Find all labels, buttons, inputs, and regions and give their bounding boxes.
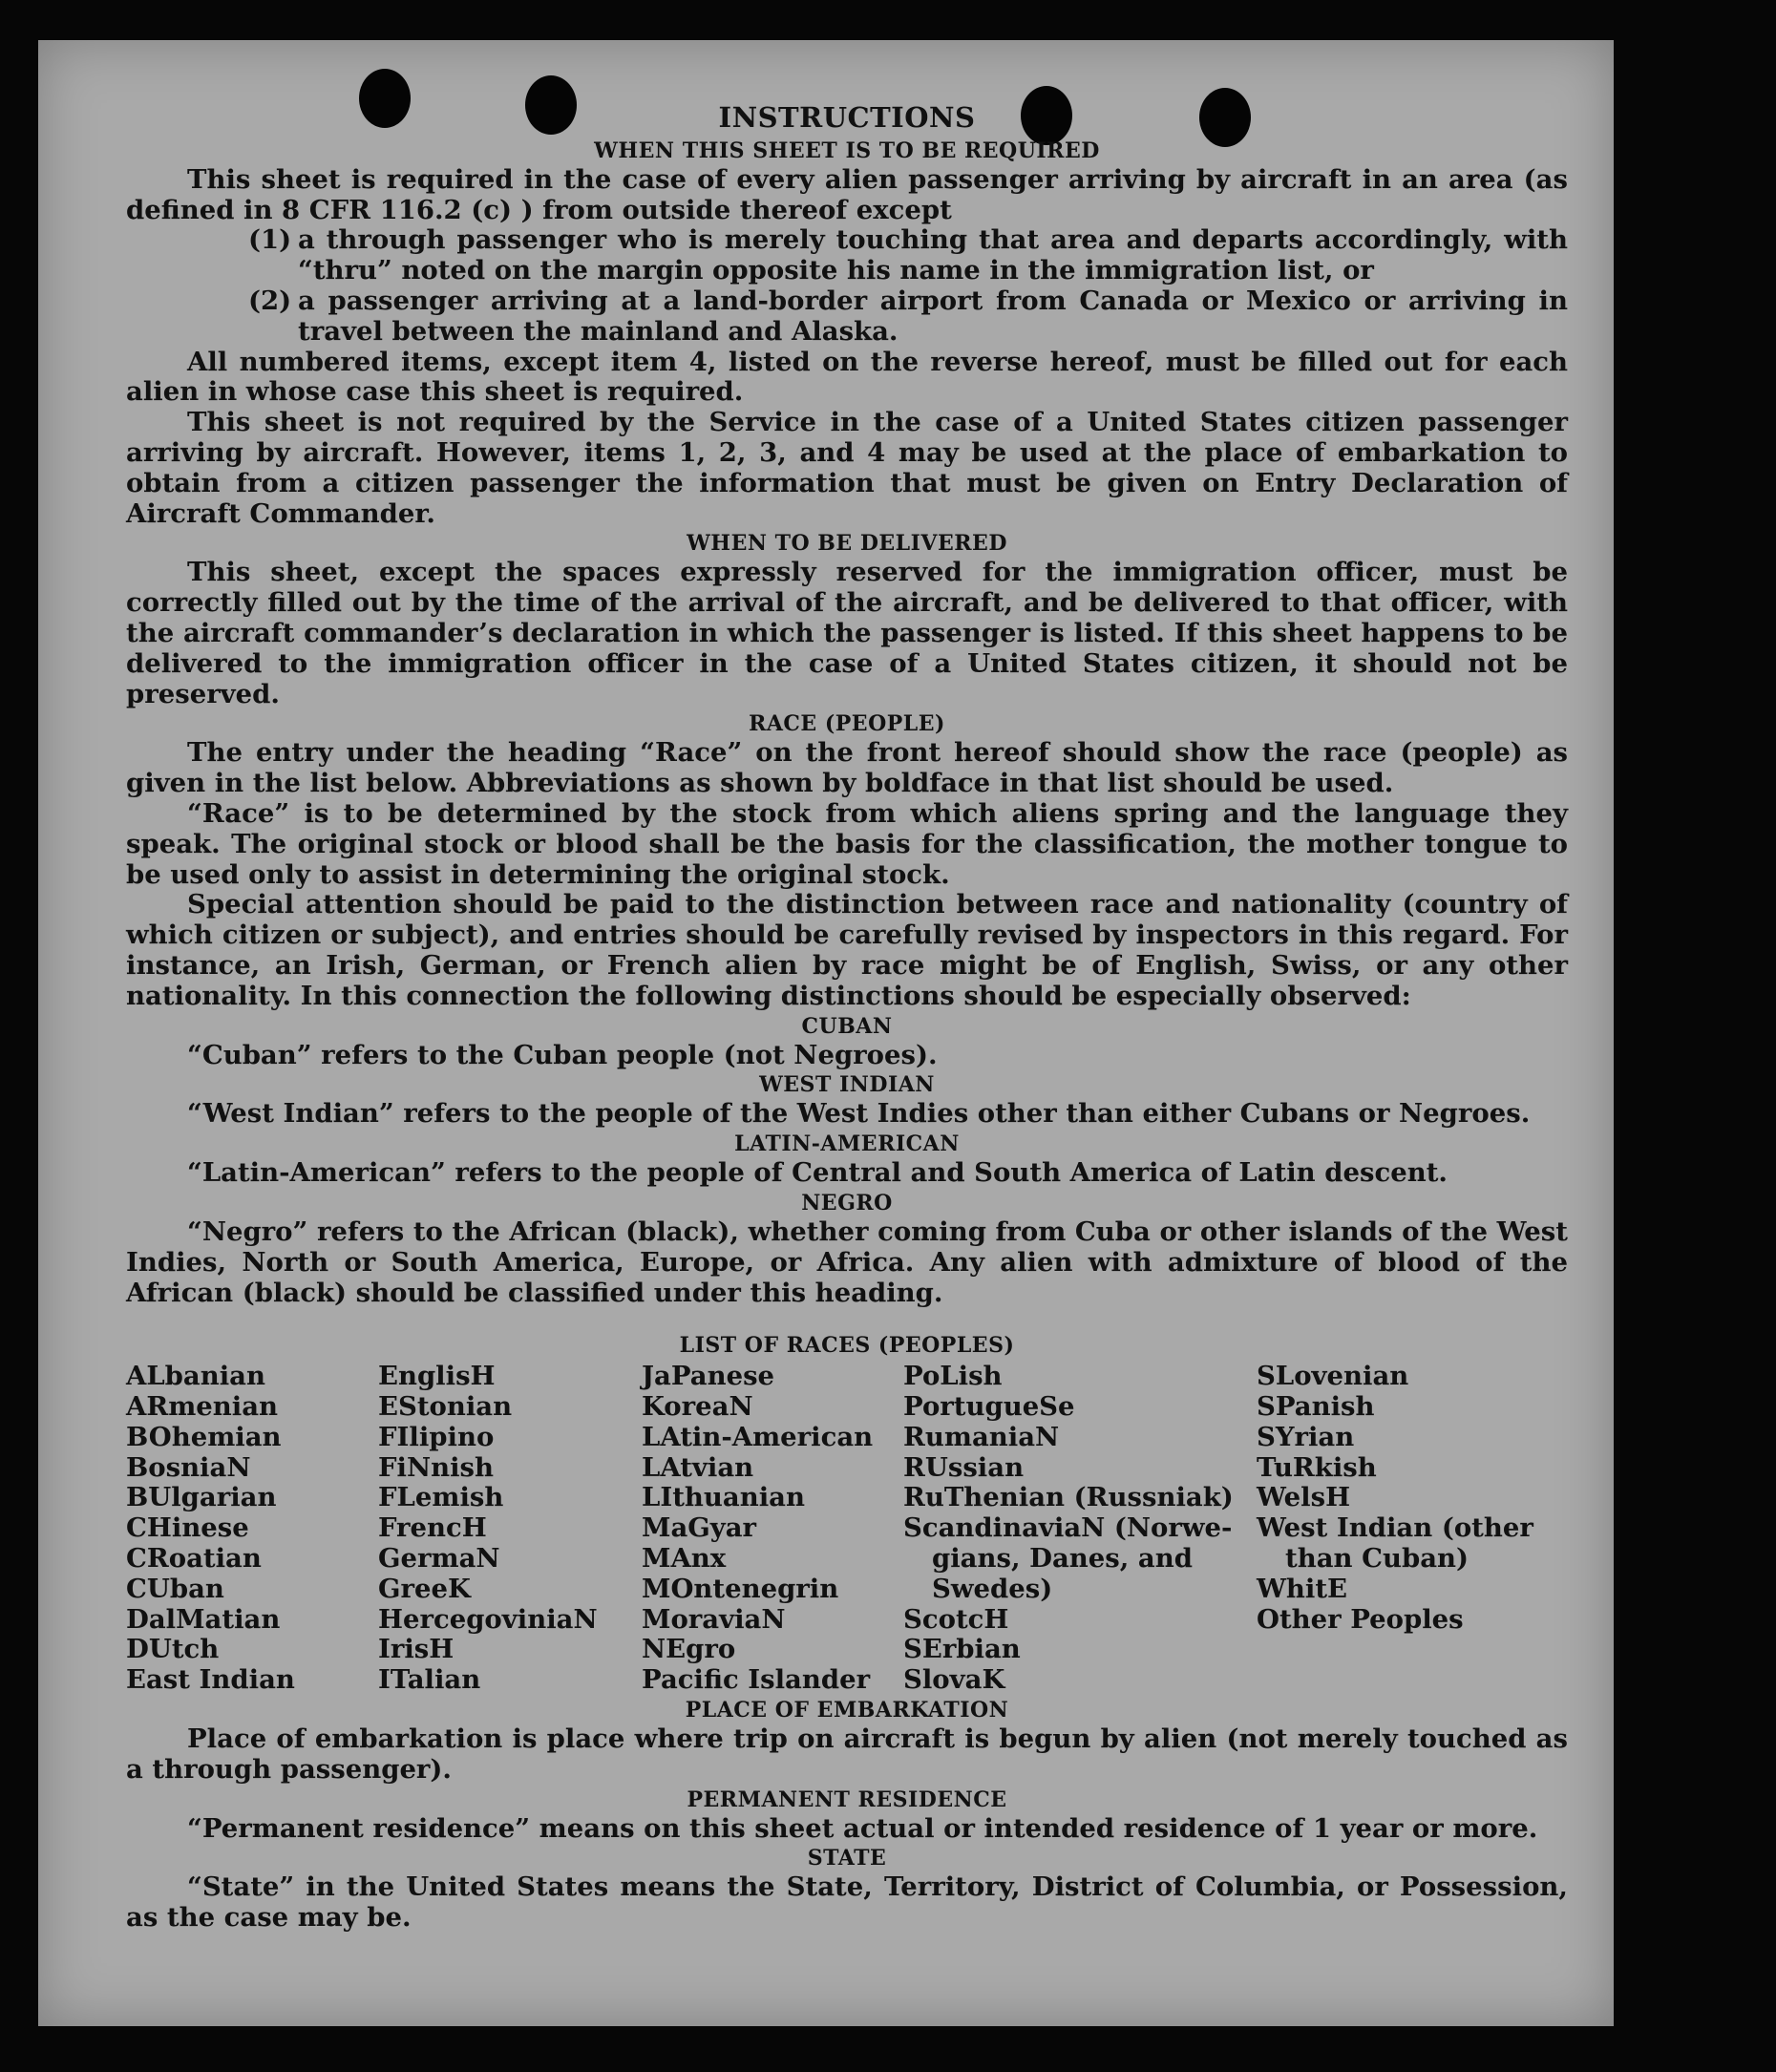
- section-heading-latin-american: LATIN-AMERICAN: [734, 1131, 960, 1157]
- race-entry: IrisH: [378, 1634, 455, 1665]
- race-entry: MaGyar: [642, 1512, 757, 1544]
- race-entry: KoreaN: [642, 1391, 753, 1423]
- race-entry: MAnx: [642, 1543, 727, 1575]
- section-heading-residence: PERMANENT RESIDENCE: [687, 1787, 1007, 1812]
- race-entry: Swedes): [932, 1573, 1053, 1604]
- race-entry: LAtvian: [642, 1451, 754, 1483]
- document-sheet: [38, 40, 1614, 2026]
- race-entry: EStonian: [378, 1391, 513, 1423]
- list-number: (2): [248, 285, 292, 316]
- race-entry: HercegoviniaN: [378, 1603, 598, 1635]
- paragraph: This sheet is required in the case of every alien passenger arriving by aircraft in an area (as defined in 8 CFR 116.2 (c) ) from outside thereof except: [126, 163, 1568, 225]
- section-heading-west-indian: WEST INDIAN: [759, 1072, 935, 1098]
- definition-text: “Cuban” refers to the Cuban people (not Negroes).: [187, 1039, 938, 1070]
- definition-text: “State” in the United States means the State, Territory, District of Columbia, or Possession, as the case may be.: [126, 1871, 1568, 1934]
- list-number: (1): [248, 224, 292, 256]
- race-entry: RUssian: [903, 1451, 1025, 1483]
- race-entry: PortugueSe: [903, 1391, 1075, 1423]
- race-entry: WelsH: [1257, 1482, 1351, 1513]
- race-entry: RumaniaN: [903, 1421, 1060, 1452]
- races-column-5: [1257, 1362, 1543, 1696]
- list-text: a through passenger who is merely touching that area and departs accordingly, with “thru” noted on the margin opposite his name in the immigration list, or: [298, 224, 1568, 286]
- definition-text: “Permanent residence” means on this sheet actual or intended residence of 1 year or more.: [187, 1812, 1538, 1844]
- race-entry: West Indian (other: [1257, 1512, 1533, 1544]
- race-entry: LAtin-American: [642, 1421, 874, 1452]
- section-heading-negro: NEGRO: [801, 1190, 893, 1216]
- instructions-text: [126, 103, 1568, 1934]
- race-entry: Pacific Islander: [642, 1664, 871, 1696]
- definition-text: “West Indian” refers to the people of the West Indies other than either Cubans or Negroes.: [187, 1098, 1531, 1130]
- race-entry: CUban: [126, 1573, 224, 1604]
- race-entry: CRoatian: [126, 1543, 262, 1575]
- race-entry: SLovenian: [1257, 1361, 1409, 1392]
- race-entry: NEgro: [642, 1634, 736, 1665]
- paragraph: All numbered items, except item 4, listed on the reverse hereof, must be filled out for each alien in whose case this sheet is required.: [126, 346, 1568, 408]
- races-column-4: [903, 1362, 1257, 1696]
- race-entry: ALbanian: [126, 1361, 265, 1392]
- paragraph: Special attention should be paid to the distinction between race and nationality (country of which citizen or subject), and entries should be carefully revised by inspectors in this regard. For instance, an Irish, German, or French alien by race might be of English, Swiss, or any other nationality. In this connection the following distinctions should be especially observed:: [126, 889, 1568, 1011]
- race-entry: DalMatian: [126, 1603, 281, 1635]
- race-entry: ScandinaviaN (Norwe-: [903, 1512, 1233, 1544]
- race-entry: ScotcH: [903, 1603, 1009, 1635]
- race-entry: ARmenian: [126, 1391, 279, 1423]
- list-item: [126, 286, 1568, 348]
- race-entry: DUtch: [126, 1634, 220, 1665]
- race-entry: BOhemian: [126, 1421, 282, 1452]
- list-item: [126, 225, 1568, 286]
- section-heading-delivered: WHEN TO BE DELIVERED: [687, 531, 1007, 557]
- race-entry: JaPanese: [642, 1361, 775, 1392]
- race-entry: gians, Danes, and: [932, 1543, 1193, 1575]
- definition-text: “Latin-American” refers to the people of Central and South America of Latin descent.: [187, 1157, 1448, 1189]
- races-column-2: [378, 1362, 642, 1696]
- race-entry: BosniaN: [126, 1451, 251, 1483]
- section-heading-cuban: CUBAN: [801, 1013, 893, 1039]
- list-text: a passenger arriving at a land-border airport from Canada or Mexico or arriving in travel between the mainland and Alaska.: [298, 285, 1568, 347]
- paragraph: This sheet is not required by the Service in the case of a United States citizen passenger arriving by aircraft. However, items 1, 2, 3, and 4 may be used at the place of embarkation to obtain from a citizen passenger the information that must be given on Entry Declaration of Aircraft Commander.: [126, 407, 1568, 529]
- race-entry: GreeK: [378, 1573, 471, 1604]
- section-heading-state: STATE: [807, 1846, 887, 1871]
- race-entry: GermaN: [378, 1543, 500, 1575]
- race-entry: FIlipino: [378, 1421, 495, 1452]
- race-entry: LIthuanian: [642, 1482, 805, 1513]
- section-heading-race: RACE (PEOPLE): [749, 711, 945, 737]
- race-entry: PoLish: [903, 1361, 1003, 1392]
- races-list: [126, 1362, 1568, 1696]
- race-entry: MOntenegrin: [642, 1573, 839, 1604]
- definition-text: “Negro” refers to the African (black), whether coming from Cuba or other islands of the West Indies, North or South America, Europe, or Africa. Any alien with admixture of blood of the African (black) should be classified under this heading.: [126, 1216, 1568, 1308]
- race-entry: FLemish: [378, 1482, 504, 1513]
- race-entry: East Indian: [126, 1664, 295, 1696]
- race-entry: FiNnish: [378, 1451, 495, 1483]
- race-entry: MoraviaN: [642, 1603, 786, 1635]
- race-entry: TuRkish: [1257, 1451, 1377, 1483]
- paragraph: This sheet, except the spaces expressly reserved for the immigration officer, must be correctly filled out by the time of the arrival of the aircraft, and be delivered to that officer, with the aircraft commander’s declaration in which the passenger is listed. If this sheet happens to be delivered to the immigration officer in the case of a United States citizen, it should not be preserved.: [126, 557, 1568, 709]
- definition-text: Place of embarkation is place where trip on aircraft is begun by alien (not merely touched as a through passenger).: [126, 1723, 1568, 1785]
- section-heading-races-list: LIST OF RACES (PEOPLES): [679, 1333, 1015, 1359]
- race-entry: BUlgarian: [126, 1482, 277, 1513]
- paragraph: The entry under the heading “Race” on the front hereof should show the race (people) as given in the list below. Abbreviations as shown by boldface in that list should be used.: [126, 737, 1568, 799]
- race-entry: WhitE: [1257, 1573, 1347, 1604]
- section-heading-embarkation: PLACE OF EMBARKATION: [685, 1698, 1009, 1723]
- section-heading-required: WHEN THIS SHEET IS TO BE REQUIRED: [594, 137, 1100, 163]
- race-entry: CHinese: [126, 1512, 249, 1544]
- race-entry: SYrian: [1257, 1421, 1355, 1452]
- race-entry: SPanish: [1257, 1391, 1375, 1423]
- page-title: INSTRUCTIONS: [718, 101, 976, 134]
- race-entry: RuThenian (Russniak): [903, 1482, 1234, 1513]
- race-entry: Other Peoples: [1257, 1603, 1464, 1635]
- race-entry: than Cuban): [1285, 1543, 1469, 1575]
- races-column-3: [642, 1362, 903, 1696]
- race-entry: SErbian: [903, 1634, 1021, 1665]
- race-entry: EnglisH: [378, 1361, 496, 1392]
- races-column-1: [126, 1362, 378, 1696]
- race-entry: ITalian: [378, 1664, 481, 1696]
- race-entry: SlovaK: [903, 1664, 1005, 1696]
- race-entry: FrencH: [378, 1512, 487, 1544]
- paragraph: “Race” is to be determined by the stock from which aliens spring and the language they speak. The original stock or blood shall be the basis for the classification, the mother tongue to be used only to assist in determining the original stock.: [126, 797, 1568, 890]
